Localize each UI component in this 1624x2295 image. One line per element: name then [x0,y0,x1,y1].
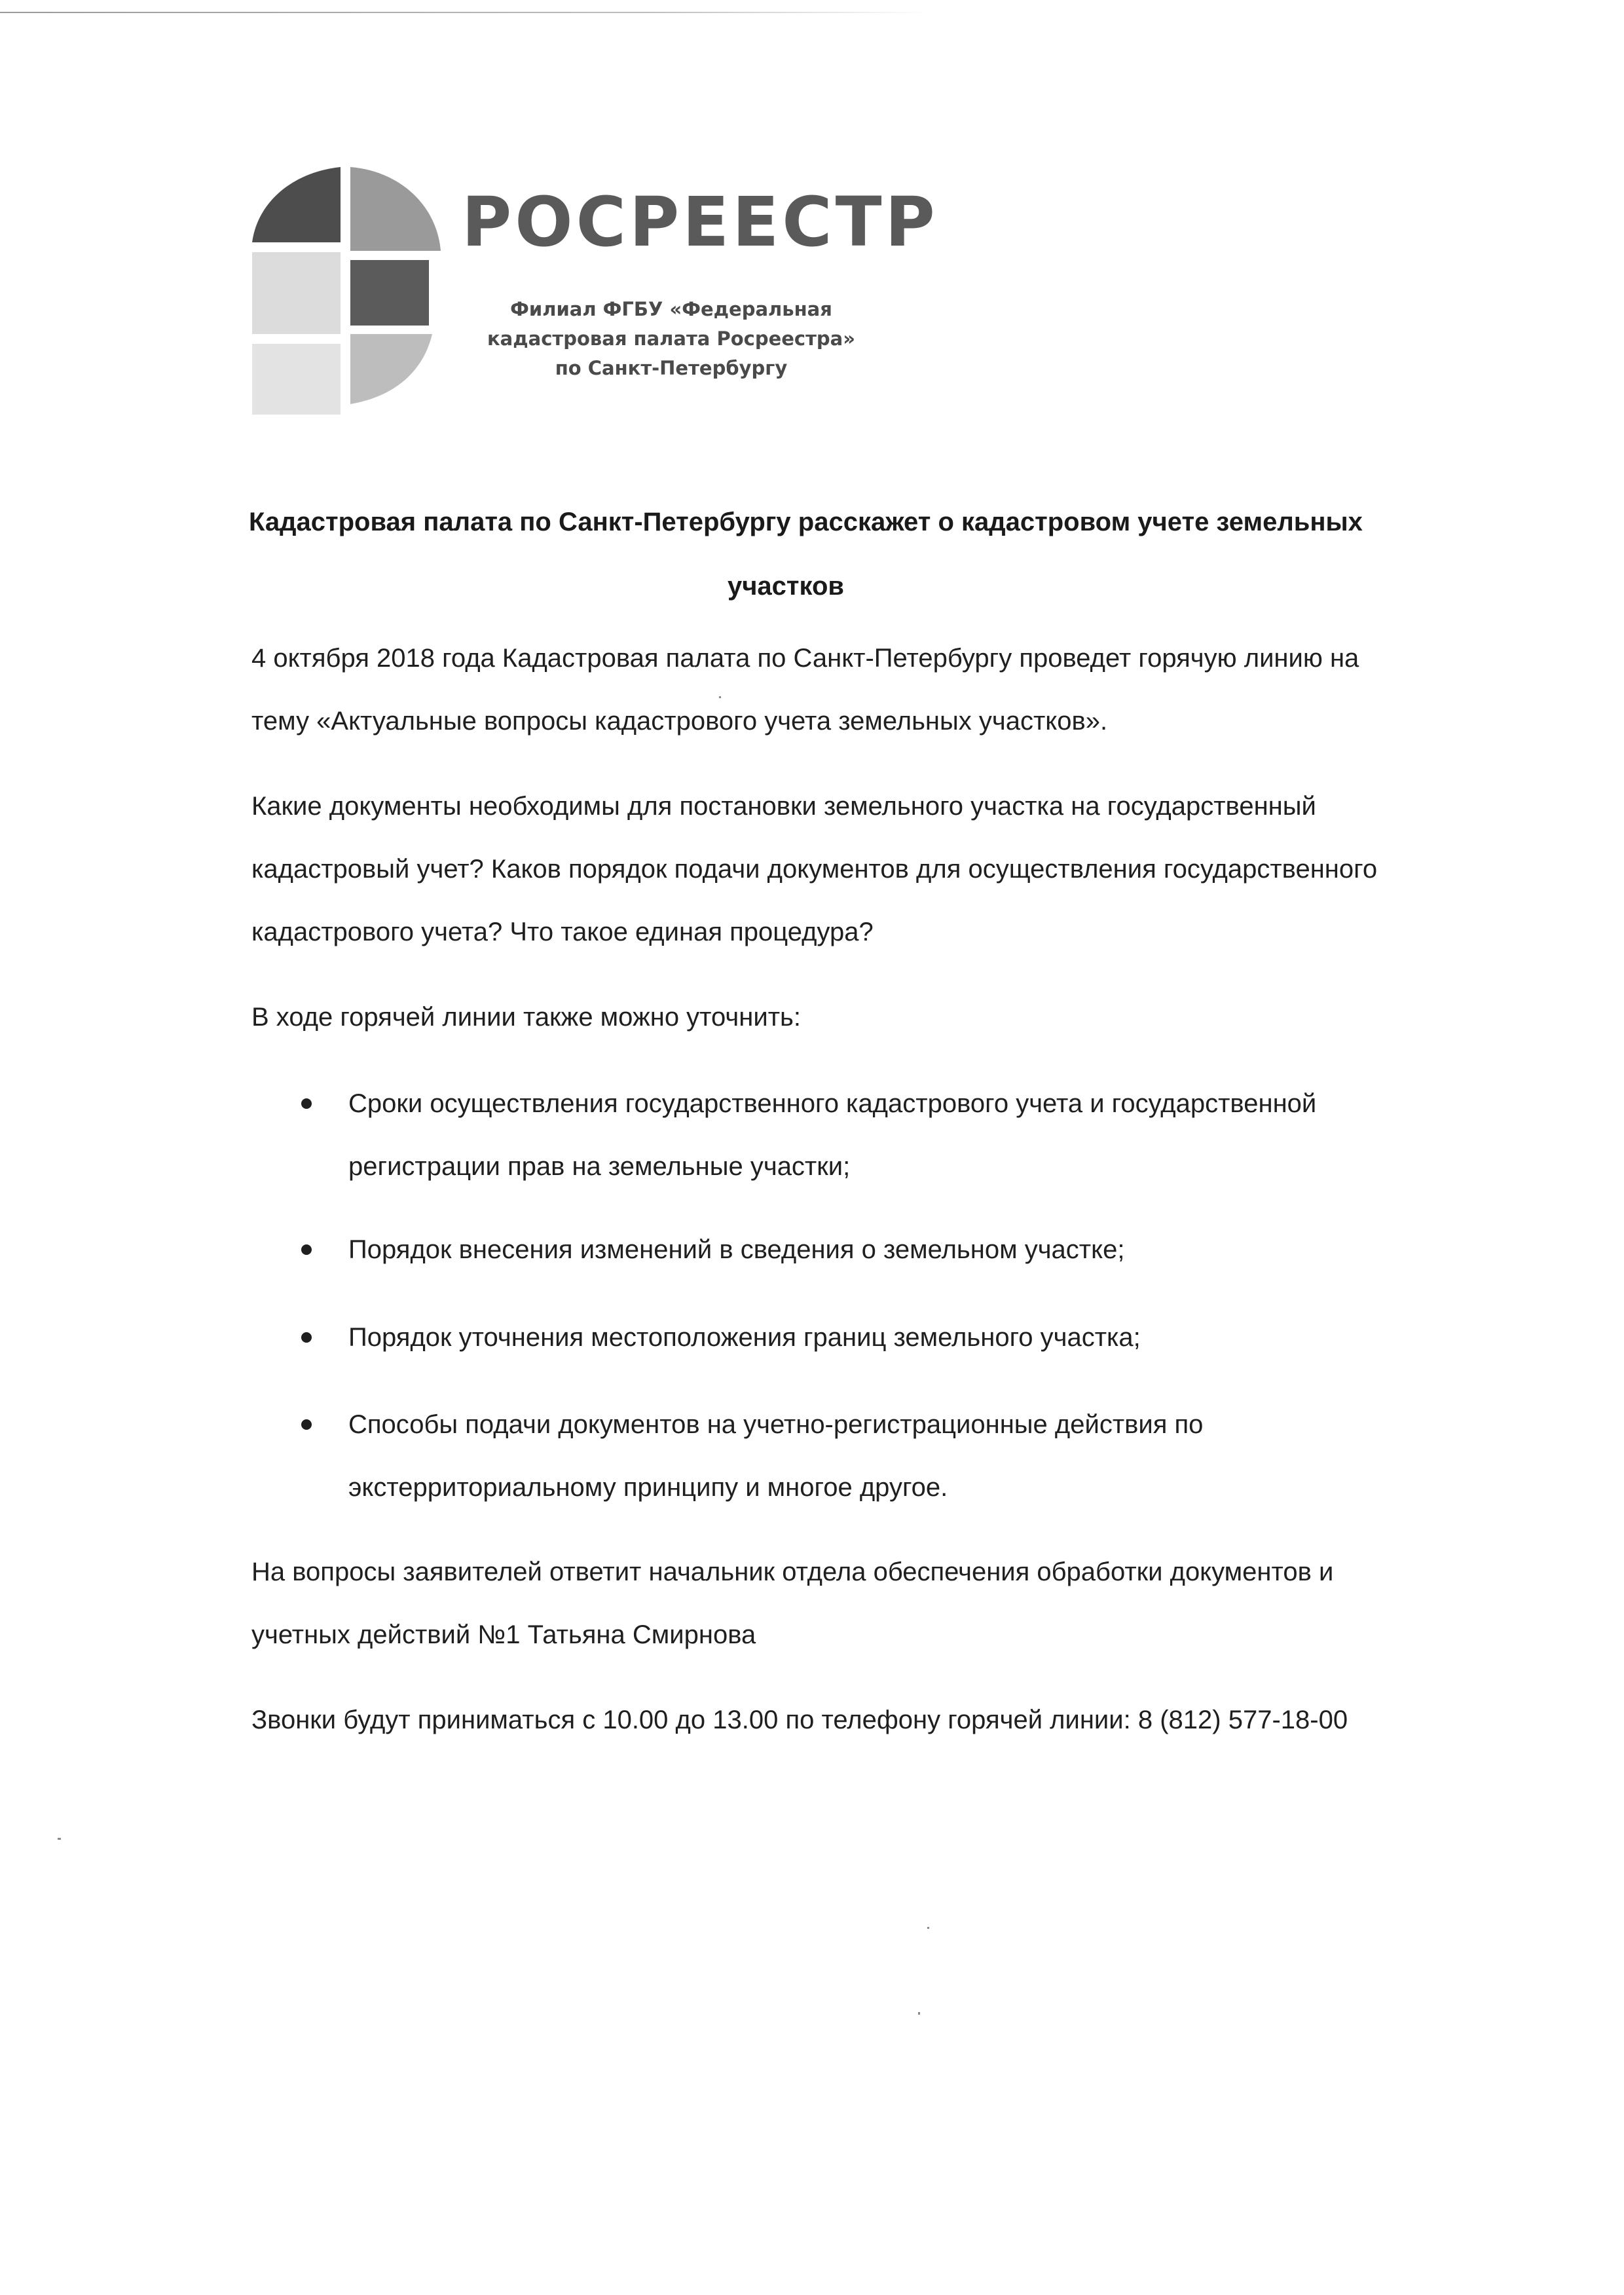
paragraph-calls [251,1689,1348,1751]
logo-subtitle-line: кадастровая палата Росреестра» [487,327,855,350]
rosreestr-logo-block [252,167,959,422]
bullet-text [348,1072,1316,1198]
paragraph-line: В ходе горячей линии также можно уточнить: [251,1003,801,1032]
logo-wordmark: РОСРЕЕСТР [462,182,938,262]
paragraph-line: На вопросы заявителей ответит начальник отдела обеспечения обработки документов и [251,1558,1334,1586]
paragraph-line: кадастровый учет? Каков порядок подачи документов для осуществления государственного [251,855,1378,884]
bullet-icon [301,1332,312,1343]
bullet-text [348,1218,1124,1281]
bullet-line: регистрации прав на земельные участки; [348,1152,851,1181]
scan-edge-line [0,12,930,13]
paragraph-questions [251,775,1377,963]
paragraph-line: кадастрового учета? Что такое единая процедура? [251,918,874,946]
bullet-line: экстерриториальному принципу и многое другое. [348,1473,948,1502]
bullet-icon [301,1244,312,1255]
bullet-icon [301,1419,312,1430]
document-title-line: Кадастровая палата по Санкт-Петербургу расскажет о кадастровом учете земельных [249,508,1363,536]
paragraph-intro [251,627,1359,753]
paragraph-answer [251,1540,1333,1666]
document-title-line: участков [727,572,845,601]
bullet-line: Порядок уточнения местоположения границ земельного участка; [348,1323,1141,1352]
scan-speck [58,1838,61,1840]
scan-speck [918,2012,920,2015]
bullet-line: Порядок внесения изменений в сведения о земельном участке; [348,1235,1125,1264]
scan-speck [719,696,721,698]
bullet-text [348,1393,1203,1519]
paragraph-line: тему «Актуальные вопросы кадастрового учета земельных участков». [251,707,1108,736]
paragraph-line: Звонки будут приниматься с 10.00 до 13.00 по телефону горячей линии: 8 (812) 577-18-00 [251,1706,1348,1734]
bullet-line: Способы подачи документов на учетно-регистрационные действия по [348,1410,1204,1439]
rosreestr-emblem-icon [252,167,442,416]
paragraph-line: Какие документы необходимы для постановки земельного участка на государственный [251,792,1316,821]
logo-subtitle-line: по Санкт-Петербургу [555,357,788,379]
bullet-text [348,1306,1141,1369]
paragraph-line: учетных действий №1 Татьяна Смирнова [251,1620,756,1649]
paragraph-also [251,986,801,1049]
scan-speck [927,1927,929,1929]
bullet-icon [301,1098,312,1109]
bullet-line: Сроки осуществления государственного кадастрового учета и государственной [348,1089,1317,1118]
logo-subtitle-line: Филиал ФГБУ «Федеральная [510,298,832,320]
document-title [249,490,1363,618]
logo-subtitle [475,295,868,383]
paragraph-line: 4 октября 2018 года Кадастровая палата по Санкт-Петербургу проведет горячую линию на [251,644,1359,673]
